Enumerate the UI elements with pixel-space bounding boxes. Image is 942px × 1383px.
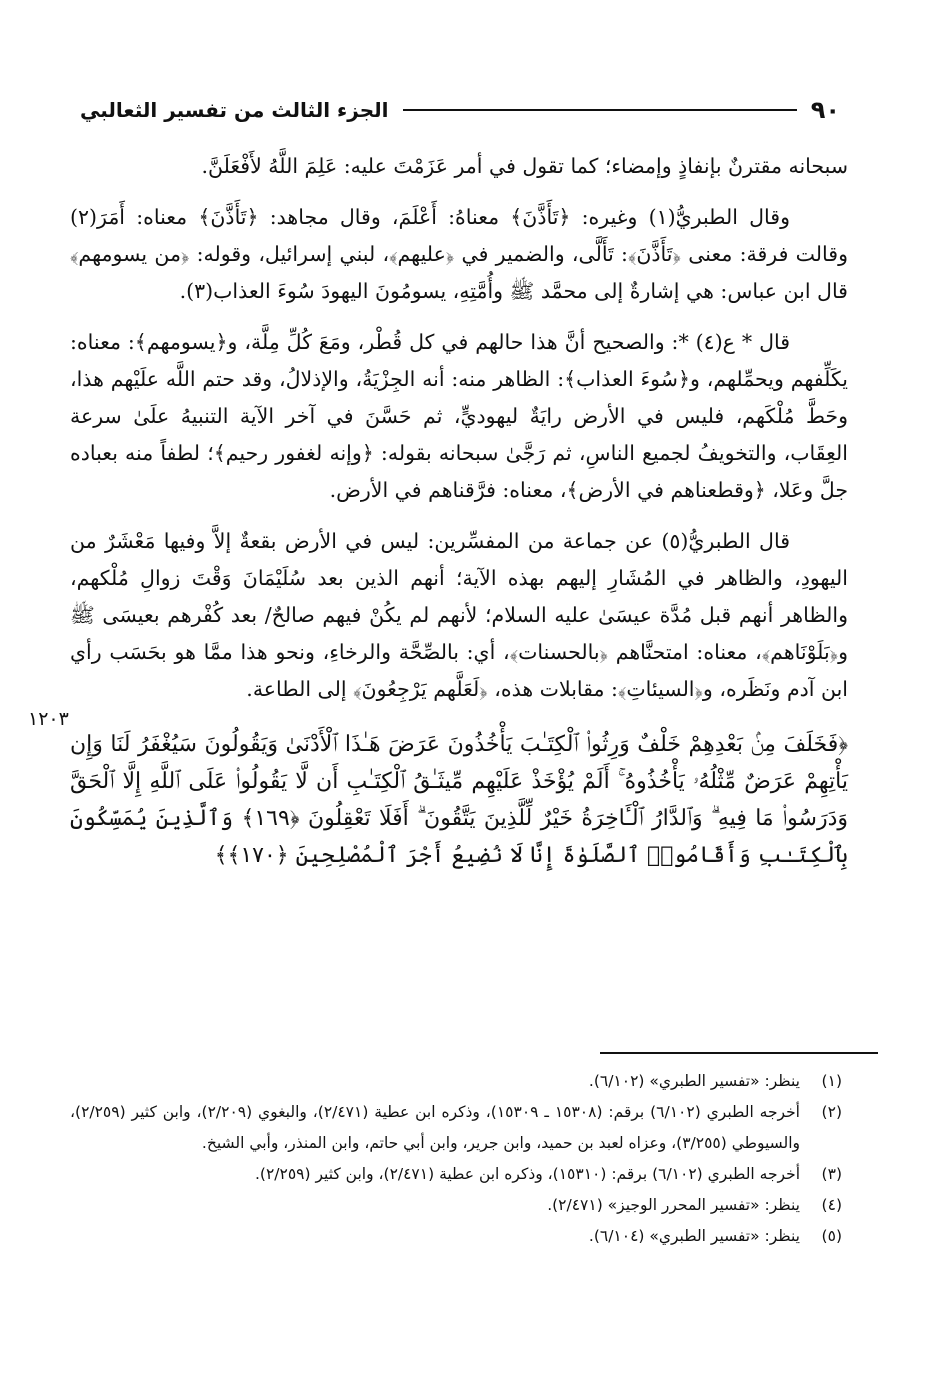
paragraph-4: قال الطبريُّ(٥) عن جماعة من المفسِّرين: ليس في الأرض بقعةٌ إلاَّ وفيها مَعْشَرٌ من اليهودِ، والظاهر في المُشَارِ إليهم بهذه الآية؛ أنهم الذين بعد سُلَيْمَانَ وَقْتَ زوالِ مُلْكهم، والظاهر أنهم قبل مُدَّة عيسَىٰ عليه السلام؛ لأنهم لم يكُنْ فيهم صالحٌ/ بعد كُفْرهم بعيسَى ﷺ و﴿بَلَوْنَاهم﴾، معناه: امتحنَّاهم ﴿بالحسنات﴾، أي: بالصِّحَّة والرخاءِ، ونحو هذا ممَّا هو بحَسَب رأي ابن آدم ونَظَره، و﴿السيئاتِ﴾: مقابلات هذه، ﴿لَعَلَّهم يَرْجِعُونَ﴾ إلى الطاعة. — [70, 529, 848, 701]
footnote-number: (٢) — [821, 1103, 842, 1121]
margin-reference-number: ١٢٠٣ — [28, 708, 69, 730]
footnote-number: (٤) — [821, 1196, 842, 1214]
footnote-text: أخرجه الطبري (٦/١٠٢) برقم: (١٥٣١٠)، وذكره ابن عطية (٢/٤٧١)، وابن كثير (٢/٢٥٩). — [254, 1165, 800, 1183]
paragraph-2: وقال الطبريُّ(١) وغيره: ﴿تَأَذَّنَ﴾ معناهُ: أَعْلَمَ، وقال مجاهد: ﴿تَأَذَّنَ﴾ معناه: أَمَرَ(٢) وقالت فرقة: معنى ﴿تَأَذَّنَ﴾: تَأَلَّى، والضمير في ﴿عليهم﴾، لبني إسرائيل، وقوله: ﴿من يسومهم﴾ قال ابن عباس: هي إشارةٌ إلى محمَّد ﷺ وأُمَّتِهِ، يسومُونَ اليهودَ سُوءَ العذاب(٣). — [70, 205, 848, 303]
page-number: ٩٠ — [810, 96, 840, 124]
footnote-4 — [70, 1190, 848, 1221]
header-rule — [403, 109, 797, 111]
footnote-text: أخرجه الطبري (٦/١٠٢) برقم: (١٥٣٠٨ ـ ١٥٣٠٩)، وذكره ابن عطية (٢/٤٧١)، والبغوي (٢/٢٠٩)، وابن كثير (٢/٢٥٩)، والسيوطي (٣/٢٥٥)، وعزاه لعبد بن حميد، وابن جرير، وابن أبي حاتم، وابن المنذر، وأبي الشيخ. — [70, 1103, 800, 1152]
footnote-text: ينظر: «تفسير المحرر الوجيز» (٢/٤٧١). — [547, 1196, 800, 1214]
footnote-separator — [600, 1052, 878, 1054]
footnote-number: (٣) — [821, 1165, 842, 1183]
paragraph-3: قال * ع(٤) *: والصحيح أنَّ هذا حالهم في كل قُطْر، ومَعَ كُلِّ مِلَّة، و﴿يسومهم﴾: معناه: يكَلِّفهم ويحمِّلهم، و﴿سُوءَ العذاب﴾: الظاهر منه: أنه الجِزْيَةُ، والإذلالُ، وقد حتم اللَّه علَيْهم هذا، وحَطَّ مُلْكَهم، فليس في الأرض رايَةٌ ليهوديٍّ، ثم حَسَّنَ في آخر الآية التنبيهُ علَىٰ سرعة العِقَاب، والتخويفُ لجميع الناسِ، ثم رَجَّىٰ سبحانه بقوله: ﴿وإنه لغفور رحيم﴾؛ لطفاً منه بعباده جلَّ وعَلا، ﴿وقطعناهم في الأرض﴾، معناه: فرَّقناهم في الأرض. — [70, 330, 848, 502]
footnote-1 — [70, 1066, 848, 1097]
footnote-3 — [70, 1159, 848, 1190]
quran-verse-block: ﴿فَخَلَفَ مِنۢ بَعْدِهِمْ خَلْفٌ وَرِثُوا۟ ٱلْكِتَـٰبَ يَأْخُذُونَ عَرَضَ هَـٰذَا ٱلْأَدْنَىٰ وَيَقُولُونَ سَيُغْفَرُ لَنَا وَإِن يَأْتِهِمْ عَرَضٌ مِّثْلُهُۥ يَأْخُذُوهُ ۚ أَلَمْ يُؤْخَذْ عَلَيْهِم مِّيثَـٰقُ ٱلْكِتَـٰبِ أَن لَّا يَقُولُوا۟ عَلَى ٱللَّهِ إِلَّا ٱلْحَقَّ وَدَرَسُوا۟ مَا فِيهِ ۗ وَٱلدَّارُ ٱلْـَٔاخِرَةُ خَيْرٌ لِّلَّذِينَ يَتَّقُونَ ۗ أَفَلَا تَعْقِلُونَ ﴿١٦٩﴾ وَٱلَّذِينَ يُمَسِّكُونَ بِٱلْكِتَـٰبِ وَأَقَامُوا۟ ٱلصَّلَوٰةَ إِنَّا لَا نُضِيعُ أَجْرَ ٱلْمُصْلِحِينَ ﴿١٧٠﴾﴾ — [70, 732, 848, 868]
footnotes — [70, 1066, 848, 1252]
running-title: الجزء الثالث من تفسير الثعالبي — [80, 98, 389, 122]
paragraph-1: سبحانه مقترنٌ بإنفاذٍ وإمضاء؛ كما تقول في أمر عَزَمْتَ عليه: عَلِمَ اللَّهُ لأَفْعَلَنَّ. — [201, 154, 848, 178]
footnote-5 — [70, 1221, 848, 1252]
footnote-2 — [70, 1097, 848, 1159]
footnote-text: ينظر: «تفسير الطبري» (٦/١٠٢). — [588, 1072, 800, 1090]
footnote-number: (١) — [821, 1072, 842, 1090]
main-text — [70, 148, 848, 888]
running-header — [80, 92, 840, 128]
footnote-text: ينظر: «تفسير الطبري» (٦/١٠٤). — [588, 1227, 800, 1245]
footnote-number: (٥) — [821, 1227, 842, 1245]
